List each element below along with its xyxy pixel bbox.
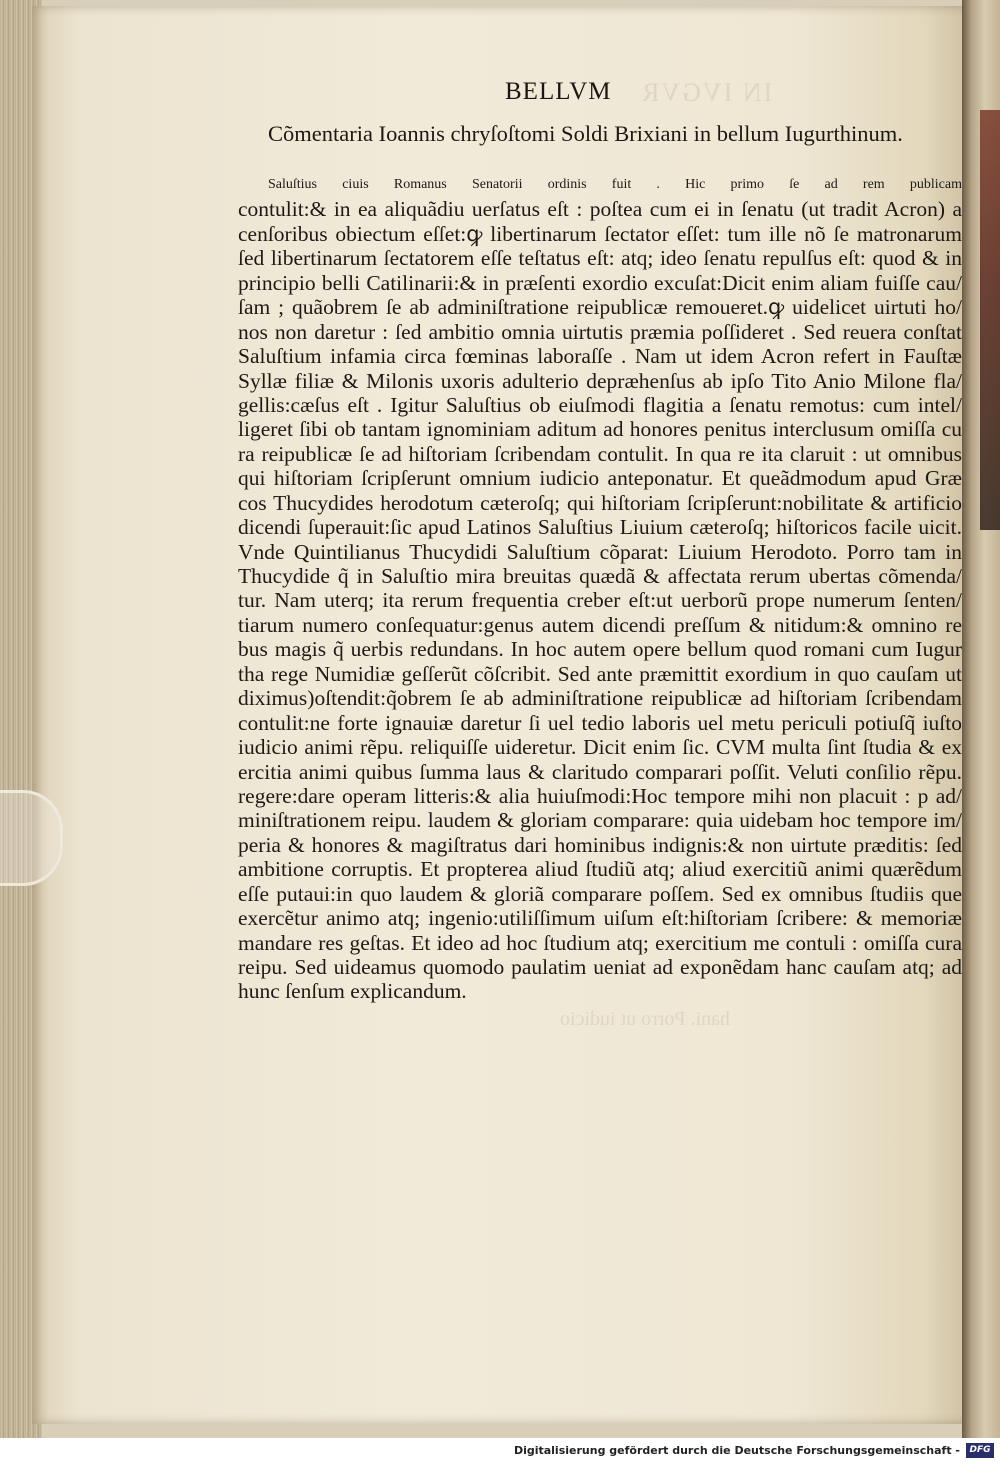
commentary-heading: Cõmentaria Ioannis chryſoſtomi Soldi Brixiani in bellum Iugurthinum.	[268, 121, 903, 146]
text-line: ſed libertinarum ſectatorem eſſe teſtatus eſt: atq; ideo ſenatu repulſus eſt: quod & in	[238, 246, 962, 271]
text-line: Saluſtium infamia circa fœminas laboraſſe . Nam ut idem Acron refert in Fauſtæ	[238, 344, 962, 369]
text-line: tiarum numero conſequatur:genus autem dicendi preſſum & nitidum:& omnino re	[238, 612, 962, 637]
text-line: peria & honores & magiſtratus dari hominibus indignis:& non uirtute præditis: ſed	[238, 832, 962, 857]
dfg-logo[interactable]: DFG	[966, 1443, 994, 1458]
text-line: Thucydide q̃ in Saluſtio mira breuitas quædã & affectata rerum ubertas cõmenda/	[238, 564, 962, 588]
text-line: nos non daretur : ſed ambitio omnia uirtutis præmia poſſideret . Sed reuera conſtat	[238, 319, 962, 344]
text-line: contulit:& in ea aliquãdiu uerſatus eſt : poſtea cum ei in ſenatu (ut tradit Acron) a	[238, 197, 962, 222]
show-through-text: hani. Porro ut iudicio	[560, 1008, 730, 1030]
text-line: qui hiſtoriam ſcripſerunt omnium iudicio anteponatur. Et queãdmodum apud Græ	[238, 466, 962, 491]
text-line: ra reipublicæ ſe ad hiſtoriam ſcribendam contulit. In qua re ita claruit : ut omnibus	[238, 441, 962, 466]
text-line: miniſtrationem reipu. laudem & gloriam comparare: quia uidebam hoc tempore im/	[238, 808, 962, 833]
text-line: mandare res geſtas. Et ideo ad hoc ſtudium atq; exercitium me contuli : omiſſa cura	[238, 930, 962, 955]
text-line: eſſe putaui:in quo laudem & gloriã comparare poſſem. Sed ex omnibus ſtudiis que	[238, 881, 962, 906]
text-line: ſam ; quãobrem ſe ab adminiſtratione reipublicæ remoueret.ꝙ uidelicet uirtuti ho/	[238, 295, 962, 320]
running-head: BELLVM	[505, 78, 612, 105]
text-line: ligeret ſibi ob tantam ignominiam aditum ad honores penitus interclusum omiſſa cu	[238, 417, 962, 442]
text-line: dicendi ſuperauit:ſic apud Latinos Saluſtius Liuium cæteroſq; hiſtoricos facile uicit.	[238, 515, 962, 540]
text-line: Saluſtius ciuis Romanus Senatorii ordinis fuit . Hic primo ſe ad rem publicam	[268, 177, 962, 192]
adjacent-page-illumination	[980, 110, 1000, 530]
text-line: tur. Nam uterq; ita rerum frequentia creber eſt:ut uerborũ prope numerum ſenten/	[238, 588, 962, 613]
text-line: exercẽtur animo atq; ingenio:utiliſſimum uiſum eſt:hiſtoriam ſcribere: & memoriæ	[238, 906, 962, 931]
text-line: contulit:ne forte ignauiæ daretur ſi uel tedio laboris uel metu periculi potiuſq̃ iuſto	[238, 710, 962, 735]
text-line: regere:dare operam litteris:& alia huiuſmodi:Hoc tempore mihi non placuit : p ad/	[238, 783, 962, 808]
text-line: ambitione corruptis. Et propterea aliud ſtudiũ atq; aliud exercitiũ animi quærẽdum	[238, 857, 962, 882]
show-through-heading: IN IVGVR	[640, 78, 773, 107]
text-line: gellis:cæſus eſt . Igitur Saluſtius ob eiuſmodi flagitia a ſenatu remotus: cum intel/	[238, 392, 962, 417]
text-line: Syllæ filiæ & Milonis uxoris adulterio depræhenſus ab ipſo Tito Anio Milone fla/	[238, 368, 962, 393]
text-line: reipu. Sed uideamus quomodo paulatim ueniat ad exponẽdam hanc cauſam atq; ad	[238, 955, 962, 979]
text-line: ercitia animi quibus ſumma laus & claritudo comparari poſſit. Veluti conſilio rẽpu.	[238, 759, 962, 784]
footer-bar	[0, 1438, 1000, 1465]
text-line: iudicio animi rẽpu. reliquiſſe uideretur. Dicit enim ſic. CVM multa ſint ſtudia & ex	[238, 735, 962, 760]
commentary-text	[238, 173, 962, 1004]
funding-credit: Digitalisierung gefördert durch die Deutsche Forschungsgemeinschaft -	[513, 1444, 960, 1457]
text-line: hunc ſenſum explicandum.	[238, 979, 467, 1004]
text-line: Vnde Quintilianus Thucydidi Saluſtium cõparat: Liuium Herodoto. Porro tam in	[238, 539, 962, 564]
text-line: diximus)oſtendit:q̃obrem ſe ab adminiſtratione reipublicæ ad hiſtoriam ſcribendam	[238, 686, 962, 711]
text-line: bus magis q̃ uerbis redundans. In hoc autem opere bellum quod romani cum Iugur	[238, 637, 962, 662]
text-line: cos Thucydides herodotum cæteroſq; qui hiſtoriam ſcripſerunt:nobilitate & artificio	[238, 490, 962, 515]
text-line: principio belli Catilinarii:& in præſenti exordio excuſat:Dicit enim aliam fuiſſe cau/	[238, 270, 962, 295]
text-line: tha rege Numidiæ geſſerũt cõſcribit. Sed ante præmittit exordium in quo cauſam ut	[238, 661, 962, 686]
page-clip	[0, 790, 63, 886]
text-line: cenſoribus obiectum eſſet:ꝙ libertinarum ſectator eſſet: tum ille nõ ſe matronarum	[238, 221, 962, 246]
